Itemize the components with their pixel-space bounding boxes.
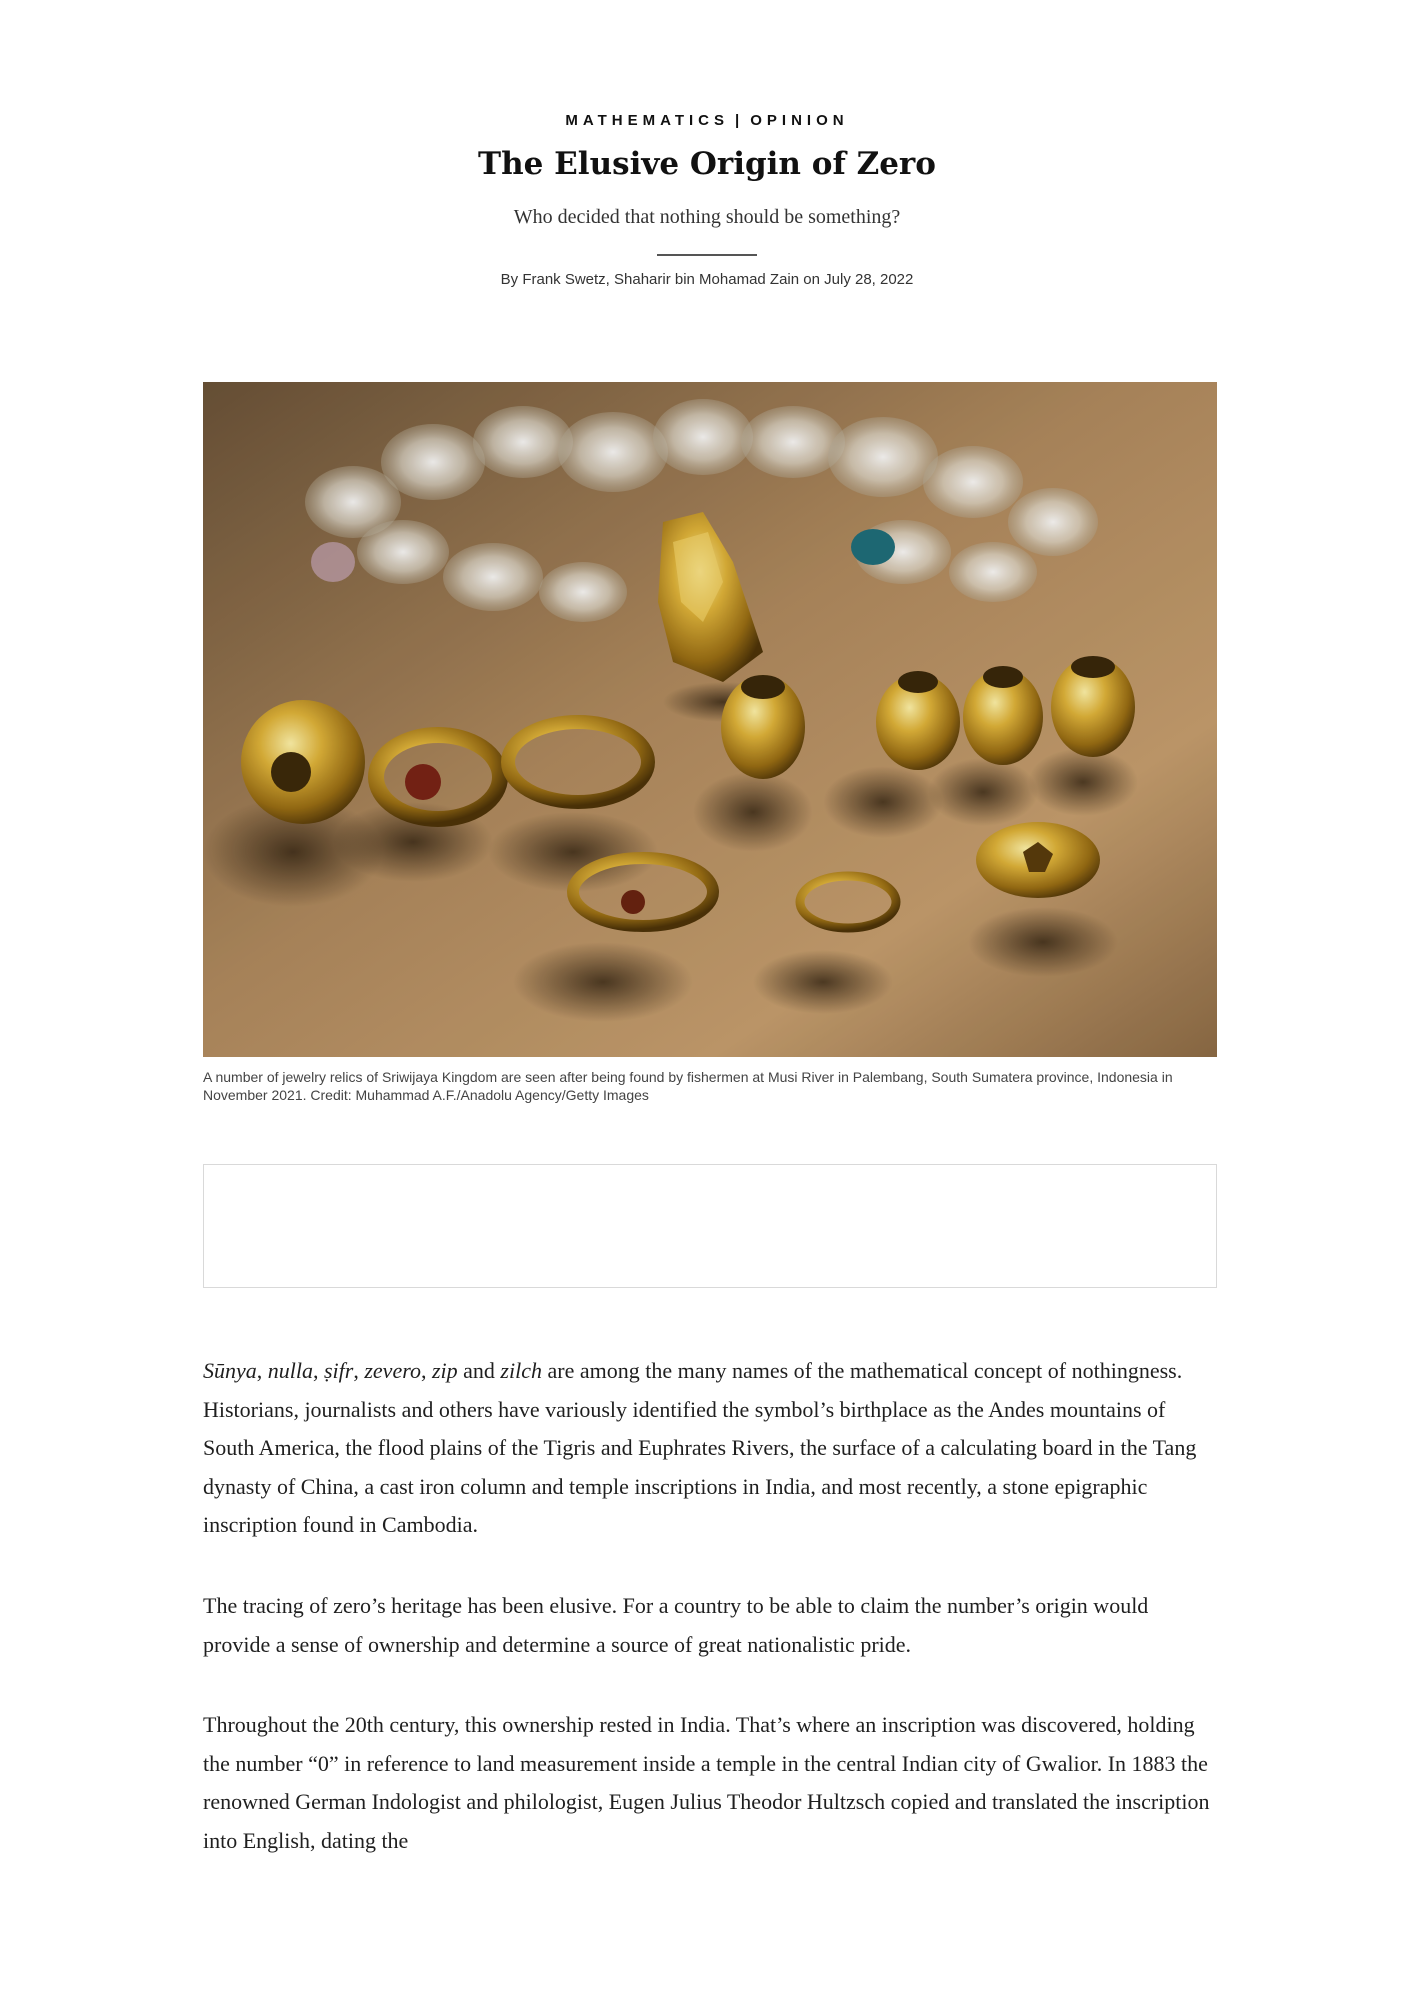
paragraph: The tracing of zero’s heritage has been elusive. For a country to be able to claim the number’s origin would provide a sense of ownership and determine a source of great nationalistic pride. (203, 1592, 1149, 1657)
text: , (256, 1358, 268, 1383)
byline (0, 271, 1414, 288)
hero-image (203, 382, 1217, 1057)
article-kicker (0, 112, 1414, 129)
category-link[interactable]: OPINION (750, 112, 849, 129)
text: and (457, 1358, 501, 1383)
text: , (420, 1358, 432, 1383)
term-sifr: ṣifr (324, 1358, 354, 1383)
ad-placeholder (203, 1164, 1217, 1288)
author-link[interactable]: Frank Swetz, Shaharir bin Mohamad Zain (522, 271, 800, 288)
article-subtitle: Who decided that nothing should be something? (513, 206, 901, 228)
term-zip: zip (431, 1358, 458, 1383)
term-sunya: Sūnya (203, 1358, 257, 1383)
paragraph: Throughout the 20th century, this ownership rested in India. That’s where an inscription was discovered, holding the number “0” in reference to land measurement inside a temple in the central Indian city of Gwalior. In 1883 the renowned German Indologist and philologist, Eugen Julius Theodor Hultzsch copied and translated the inscription into English, dating the (203, 1712, 1210, 1853)
jewelry-photo (203, 382, 1217, 1057)
text: are among the many names of the mathematical concept of nothingness. Historians, journalists and others have variously identified the symbol’s birthplace as the Andes mountains of South America, the flood plains of the Tigris and Euphrates Rivers, the surface of a calculating board in the Tang dynasty of China, a cast iron column and temple inscriptions in India, and most recently, a stone epigraphic inscription found in Cambodia. (203, 1358, 1197, 1538)
kicker-separator: | (735, 112, 745, 129)
text: , (353, 1358, 365, 1383)
section-link[interactable]: MATHEMATICS (565, 112, 730, 129)
text: , (313, 1358, 324, 1383)
article-body (203, 1352, 1217, 1903)
page-title: The Elusive Origin of Zero (478, 146, 936, 182)
term-zilch: zilch (500, 1358, 542, 1383)
paragraph (203, 1352, 1217, 1545)
byline-prefix: By (500, 271, 519, 288)
title-divider (657, 254, 757, 256)
term-nulla: nulla (267, 1358, 313, 1383)
date-prefix: on (803, 271, 820, 288)
term-zevero: zevero (364, 1358, 421, 1383)
image-caption: A number of jewelry relics of Sriwijaya Kingdom are seen after being found by fishermen at Musi River in Palembang, South Sumatera province, Indonesia in November 2021. Credit: Muhammad A.F./Anadolu Agency/Getty Images (203, 1069, 1173, 1103)
publish-date: July 28, 2022 (824, 271, 914, 288)
